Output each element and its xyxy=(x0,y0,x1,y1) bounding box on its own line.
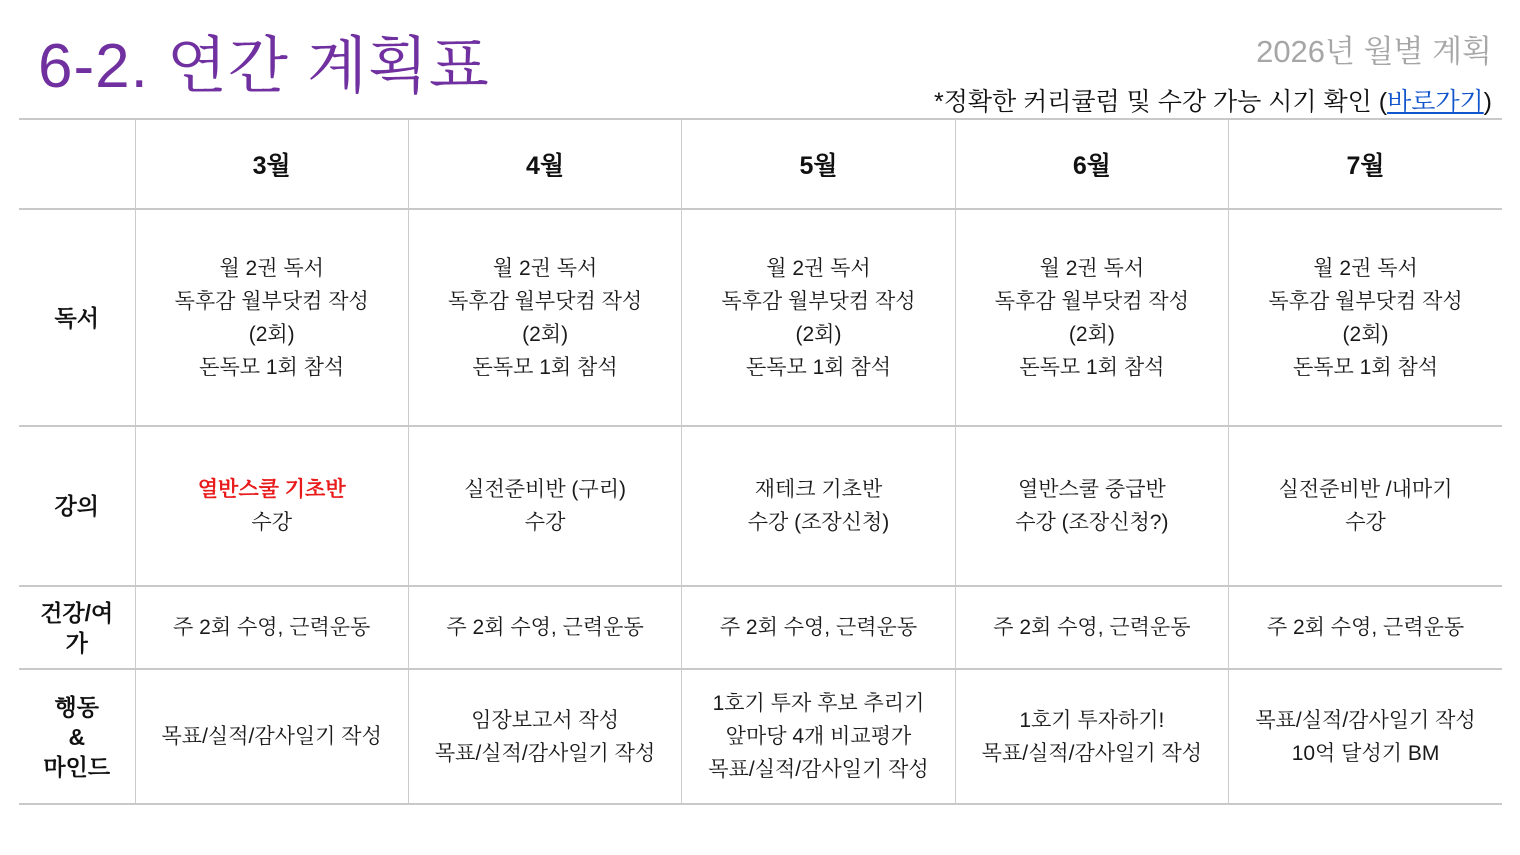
table-cell xyxy=(955,586,1228,669)
cell-line: 주 2회 수영, 근력운동 xyxy=(719,616,918,639)
cell-line: 목표/실적/감사일기 작성 xyxy=(708,758,929,781)
cell-line: (2회) xyxy=(795,322,842,346)
row-label-line: 가 xyxy=(65,629,88,656)
cell-line: 목표/실적/감사일기 작성 xyxy=(1255,708,1476,732)
row-label-line: 독서 xyxy=(54,304,99,331)
cell-line: 돈독모 1회 참석 xyxy=(199,355,345,379)
shortcut-link[interactable]: 바로가기 xyxy=(1387,88,1484,116)
month-header-3wol: 3월 xyxy=(135,119,408,209)
cell-line: 돈독모 1회 참석 xyxy=(1019,355,1165,379)
row-label xyxy=(19,209,135,426)
table-cell xyxy=(955,426,1228,586)
curriculum-note xyxy=(934,82,1492,118)
cell-line: 수강 xyxy=(251,511,292,534)
cell-line: 수강 xyxy=(1345,511,1386,534)
table-row xyxy=(19,586,1502,669)
month-header-5wol: 5월 xyxy=(682,119,955,209)
cell-line: 돈독모 1회 참석 xyxy=(1292,355,1439,379)
table-cell xyxy=(408,669,681,804)
cell-line: 실전준비반 /내마기 xyxy=(1278,478,1453,501)
table-cell xyxy=(408,586,681,669)
table-cell xyxy=(135,426,408,586)
table-cell xyxy=(135,669,408,804)
cell-line: 독후감 월부닷컴 작성 xyxy=(174,289,369,313)
cell-line: (2회) xyxy=(522,322,569,346)
table-cell xyxy=(135,586,408,669)
cell-line: 1호기 투자하기! xyxy=(1019,708,1165,732)
plan-table-body xyxy=(19,209,1502,804)
table-cell xyxy=(682,586,955,669)
table-cell xyxy=(1229,586,1502,669)
cell-line: 돈독모 1회 참석 xyxy=(745,355,892,379)
row-label-line: 마인드 xyxy=(43,753,111,780)
table-row xyxy=(19,209,1502,426)
cell-line: 독후감 월부닷컴 작성 xyxy=(994,289,1189,313)
cell-line: 주 2회 수영, 근력운동 xyxy=(173,616,371,639)
table-cell xyxy=(135,209,408,426)
cell-line: 앞마당 4개 비교평가 xyxy=(725,725,912,748)
cell-line: 10억 달성기 BM xyxy=(1291,741,1440,765)
cell-line: 월 2권 독서 xyxy=(1039,256,1145,280)
table-cell xyxy=(682,669,955,804)
cell-line: 수강 (조장신청?) xyxy=(1015,511,1169,534)
cell-line: 목표/실적/감사일기 작성 xyxy=(981,741,1203,765)
table-cell xyxy=(682,426,955,586)
cell-line: 목표/실적/감사일기 작성 xyxy=(434,741,656,765)
table-cell xyxy=(955,209,1228,426)
month-header-6wol: 6월 xyxy=(955,119,1228,209)
header-row xyxy=(19,119,1502,209)
cell-line: 독후감 월부닷컴 작성 xyxy=(447,289,643,313)
cell-line: 목표/실적/감사일기 작성 xyxy=(161,725,382,748)
cell-line-emphasis: 열반스쿨 기초반 xyxy=(197,478,346,501)
plan-table-header xyxy=(19,119,1502,209)
table-cell xyxy=(682,209,955,426)
plan-table xyxy=(19,118,1502,805)
month-header-7wol: 7월 xyxy=(1229,119,1502,209)
row-label-line: & xyxy=(68,723,86,750)
cell-line: 주 2회 수영, 근력운동 xyxy=(446,616,644,639)
cell-line: 월 2권 독서 xyxy=(766,256,871,280)
cell-line: 열반스쿨 중급반 xyxy=(1017,478,1166,501)
cell-line: 수강 xyxy=(524,511,566,534)
table-row xyxy=(19,669,1502,804)
cell-line: 월 2권 독서 xyxy=(219,256,324,280)
cell-line: 주 2회 수영, 근력운동 xyxy=(993,616,1191,639)
row-label xyxy=(19,586,135,669)
table-cell xyxy=(1229,209,1502,426)
table-cell xyxy=(1229,426,1502,586)
cell-line: 수강 (조장신청) xyxy=(747,511,890,534)
cell-line: 월 2권 독서 xyxy=(1313,256,1418,280)
table-cell xyxy=(955,669,1228,804)
month-header-4wol: 4월 xyxy=(408,119,681,209)
subtitle-monthly-plan: 2026년 월별 계획 xyxy=(1256,34,1492,69)
curriculum-note-text: *정확한 커리큘럼 및 수강 가능 시기 확인 ( xyxy=(933,88,1388,116)
table-cell xyxy=(408,426,681,586)
corner-cell xyxy=(19,119,135,209)
cell-line: (2회) xyxy=(248,322,295,346)
cell-line: (2회) xyxy=(1342,322,1389,346)
cell-line: 월 2권 독서 xyxy=(492,256,598,280)
row-label xyxy=(19,426,135,586)
page-title: 6-2. 연간 계획표 xyxy=(38,32,490,101)
cell-line: 독후감 월부닷컴 작성 xyxy=(721,289,916,313)
cell-line: 돈독모 1회 참석 xyxy=(472,355,618,379)
cell-line: 독후감 월부닷컴 작성 xyxy=(1268,289,1463,313)
cell-line: 임장보고서 작성 xyxy=(471,708,619,732)
row-label-line: 건강/여 xyxy=(40,599,114,626)
cell-line: 실전준비반 (구리) xyxy=(464,478,626,501)
table-cell xyxy=(1229,669,1502,804)
cell-line: (2회) xyxy=(1068,322,1115,346)
row-label xyxy=(19,669,135,804)
cell-line: 주 2회 수영, 근력운동 xyxy=(1266,616,1465,639)
row-label-line: 강의 xyxy=(54,493,99,519)
row-label-line: 행동 xyxy=(54,693,99,720)
table-row xyxy=(19,426,1502,586)
cell-line: 재테크 기초반 xyxy=(754,478,883,501)
table-cell xyxy=(408,209,681,426)
cell-line: 1호기 투자 후보 추리기 xyxy=(712,692,925,715)
curriculum-note-suffix: ) xyxy=(1483,88,1492,116)
